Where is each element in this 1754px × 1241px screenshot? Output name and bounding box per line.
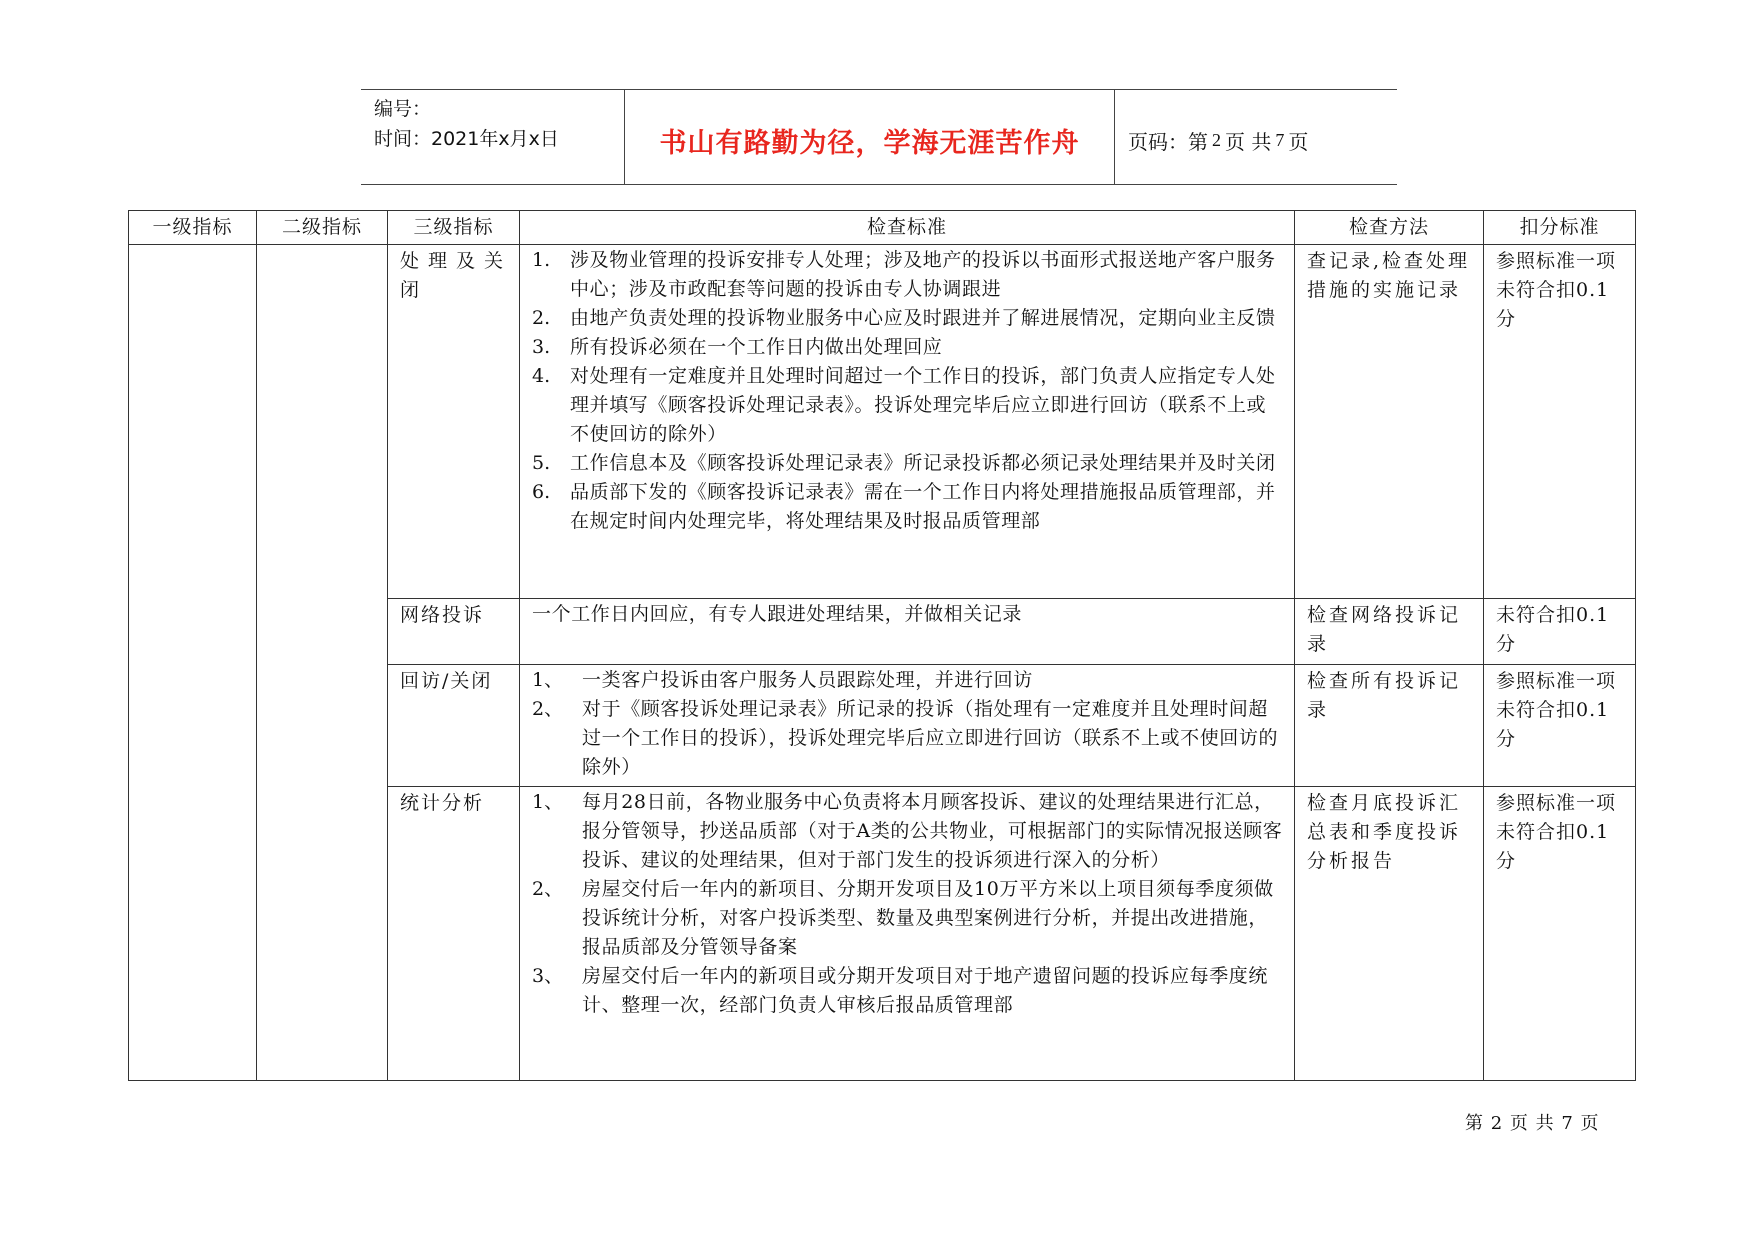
list-item: 2. 由地产负责处理的投诉物业服务中心应及时跟进并了解进展情况，定期向业主反馈 xyxy=(532,307,1276,329)
list-item: 1. 涉及物业管理的投诉安排专人处理；涉及地产的投诉以书面形式报送地产客户服务中心；涉及市政配套等问题的投诉由专人协调跟进 xyxy=(532,249,1276,300)
list-item: 2、 房屋交付后一年内的新项目、分期开发项目及10万平方米以上项目须每季度须做投诉统计分析，对客户投诉类型、数量及典型案例进行分析，并提出改进措施，报品质部及分管领导备案 xyxy=(532,878,1274,958)
col-header-method: 检查方法 xyxy=(1295,211,1484,245)
inspection-table xyxy=(128,210,1636,1081)
table-header-row xyxy=(129,211,1636,245)
level3-cell: 回访/关闭 xyxy=(388,665,520,787)
list-item: 3、 房屋交付后一年内的新项目或分期开发项目对于地产遗留问题的投诉应每季度统计、整理一次，经部门负责人审核后报品质管理部 xyxy=(532,965,1269,1016)
list-item: 6. 品质部下发的《顾客投诉记录表》需在一个工作日内将处理措施报品质管理部，并在规定时间内处理完毕，将处理结果及时报品质管理部 xyxy=(532,481,1276,532)
level2-cell xyxy=(257,245,388,1081)
list-item: 2、 对于《顾客投诉处理记录表》所记录的投诉（指处理有一定难度并且处理时间超过一个工作日的投诉），投诉处理完毕后应立即进行回访（联系不上或不使回访的除外） xyxy=(532,698,1279,778)
standard-cell xyxy=(520,599,1295,665)
deduction-cell: 参照标准一项未符合扣0.1分 xyxy=(1484,665,1636,787)
level3-cell: 网络投诉 xyxy=(388,599,520,665)
method-cell: 检查网络投诉记录 xyxy=(1295,599,1484,665)
page-end: 页 xyxy=(1288,129,1309,154)
time-label: 时间：2021年x月x日 xyxy=(374,128,559,150)
level1-cell xyxy=(129,245,257,1081)
col-header-standard: 检查标准 xyxy=(520,211,1295,245)
table-row xyxy=(129,245,1636,599)
list-item: 3. 所有投诉必须在一个工作日内做出处理回应 xyxy=(532,336,943,358)
deduction-cell: 参照标准一项未符合扣0.1分 xyxy=(1484,787,1636,1081)
deduction-cell: 未符合扣0.1分 xyxy=(1484,599,1636,665)
col-header-level3: 三级指标 xyxy=(388,211,520,245)
page-label: 页码：第 xyxy=(1128,129,1208,154)
page-current: 2 xyxy=(1212,129,1221,150)
col-header-level2: 二级指标 xyxy=(257,211,388,245)
method-cell: 检查所有投诉记录 xyxy=(1295,665,1484,787)
number-label: 编号： xyxy=(374,98,432,120)
list-item: 4. 对处理有一定难度并且处理时间超过一个工作日的投诉，部门负责人应指定专人处理并填写《顾客投诉处理记录表》。投诉处理完毕后应立即进行回访（联系不上或不使回访的除外） xyxy=(532,365,1276,445)
standard-text: 一个工作日内回应，有专人跟进处理结果，并做相关记录 xyxy=(532,603,1023,625)
deduction-cell: 参照标准一项未符合扣0.1分 xyxy=(1484,245,1636,599)
col-header-deduction: 扣分标准 xyxy=(1484,211,1636,245)
method-cell: 检查月底投诉汇总表和季度投诉分析报告 xyxy=(1295,787,1484,1081)
standard-cell xyxy=(520,245,1295,599)
level3-cell: 统计分析 xyxy=(388,787,520,1081)
list-item: 1、 每月28日前，各物业服务中心负责将本月顾客投诉、建议的处理结果进行汇总，报分管领导，抄送品质部（对于A类的公共物业，可根据部门的实际情况报送顾客投诉、建议的处理结果，但对于部门发生的投诉须进行深入的分析） xyxy=(532,791,1283,871)
header-meta xyxy=(361,90,625,184)
method-cell: 查记录,检查处理措施的实施记录 xyxy=(1295,245,1484,599)
page-mid: 页 共 xyxy=(1225,129,1272,154)
standard-cell xyxy=(520,665,1295,787)
list-item: 1、 一类客户投诉由客户服务人员跟踪处理，并进行回访 xyxy=(532,669,1033,691)
col-header-level1: 一级指标 xyxy=(129,211,257,245)
document-header xyxy=(361,89,1397,185)
list-item: 5. 工作信息本及《顾客投诉处理记录表》所记录投诉都必须记录处理结果并及时关闭 xyxy=(532,452,1276,474)
motto: 书山有路勤为径，学海无涯苦作舟 xyxy=(659,127,1080,159)
level3-cell: 处理及关闭 xyxy=(388,245,520,599)
header-page-info xyxy=(1115,96,1397,184)
header-motto-cell xyxy=(625,90,1115,184)
standard-cell xyxy=(520,787,1295,1081)
page-footer: 第 2 页 共 7 页 xyxy=(1465,1113,1600,1134)
page-total: 7 xyxy=(1275,129,1285,150)
